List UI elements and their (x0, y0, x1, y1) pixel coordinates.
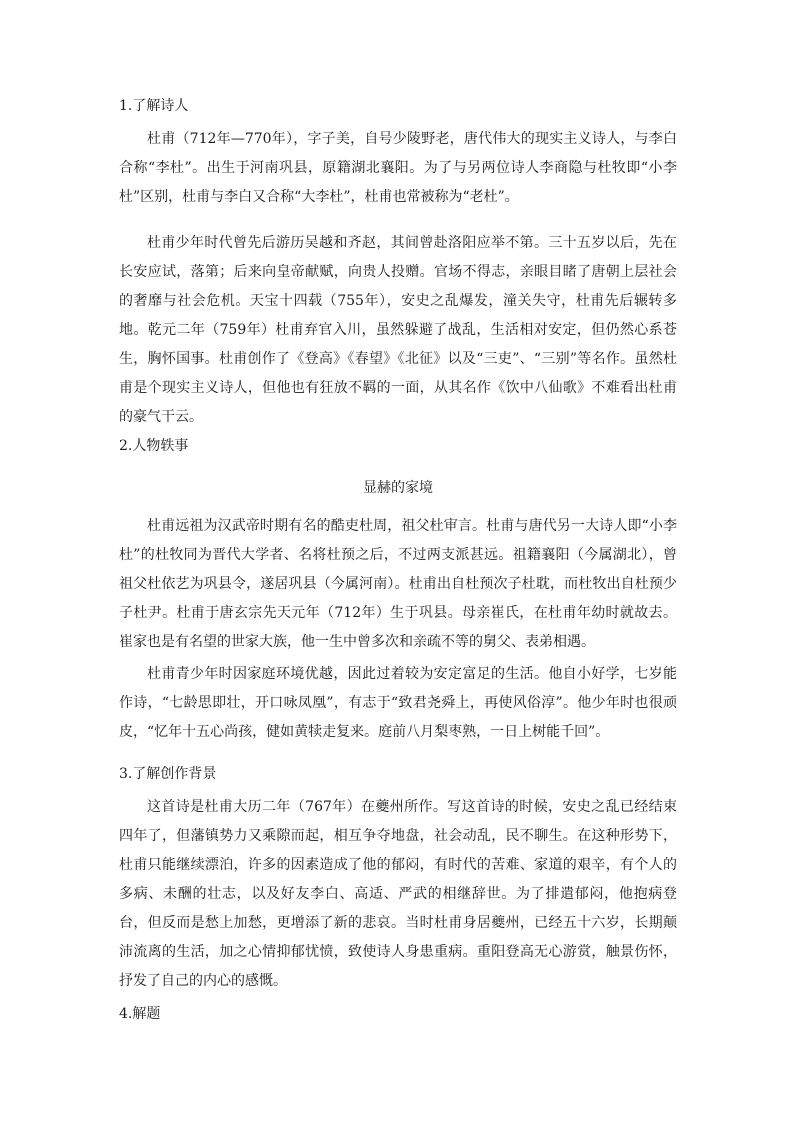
section-heading-4: 4.解题 (119, 1006, 161, 1022)
section-heading-3: 3.了解创作背景 (119, 766, 217, 782)
section-heading-2: 2.人物轶事 (119, 438, 189, 454)
paragraph-poet-life: 杜甫少年时代曾先后游历吴越和齐赵，其间曾赴洛阳应举不第。三十五岁以后，先在长安应试，落第；后来向皇帝献赋，向贵人投赠。官场不得志，亲眼目睹了唐朝上层社会的奢靡与社会危机。天宝十四载（755年），安史之乱爆发，潼关失守，杜甫先后辗转多地。乾元二年（759年）杜甫弃官入川，虽然躲避了战乱，生活相对安定，但仍然心系苍生，胸怀国事。杜甫创作了《登高》《春望》《北征》以及“三吏”、“三别”等名作。虽然杜甫是个现实主义诗人，但他也有狂放不羁的一面，从其名作《饮中八仙歌》不难看出杜甫的豪气干云。 (119, 235, 677, 425)
paragraph-poet-intro: 杜甫（712年—770年），字子美，自号少陵野老，唐代伟大的现实主义诗人，与李白合称“李杜”。出生于河南巩县，原籍湖北襄阳。为了与另两位诗人李商隐与杜牧即“小李杜”区别，杜甫与李白又合称“大李杜”，杜甫也常被称为“老杜”。 (119, 131, 677, 205)
section-heading-1: 1.了解诗人 (119, 98, 189, 114)
paragraph-family-background: 杜甫远祖为汉武帝时期有名的酷吏杜周，祖父杜审言。杜甫与唐代另一大诗人即“小李杜”的杜牧同为晋代大学者、名将杜预之后，不过两支派甚远。祖籍襄阳（今属湖北），曾祖父杜依艺为巩县令，遂居巩县（今属河南）。杜甫出自杜预次子杜耽，而杜牧出自杜预少子杜尹。杜甫于唐玄宗先天元年（712年）生于巩县。母亲崔氏，在杜甫年幼时就故去。崔家也是有名望的世家大族，他一生中曾多次和亲疏不等的舅父、表弟相遇。 (119, 518, 677, 650)
paragraph-youth: 杜甫青少年时因家庭环境优越，因此过着较为安定富足的生活。他自小好学，七岁能作诗，“七龄思即壮，开口咏凤凰”，有志于“致君尧舜上，再使风俗淳”。他少年时也很顽皮，“忆年十五心尚孩，健如黄犊走复来。庭前八月梨枣熟，一日上树能千回”。 (119, 666, 677, 740)
subsection-title: 显赫的家境 (363, 480, 433, 496)
paragraph-creation-background: 这首诗是杜甫大历二年（767年）在夔州所作。写这首诗的时候，安史之乱已经结束四年了，但藩镇势力又乘隙而起，相互争夺地盘，社会动乱，民不聊生。在这种形势下，杜甫只能继续漂泊，许多的因素造成了他的郁闷，有时代的苦难、家道的艰辛，有个人的多病、未酬的壮志，以及好友李白、高适、严武的相继辞世。为了排遣郁闷，他抱病登台，但反而是愁上加愁，更增添了新的悲哀。当时杜甫身居夔州，已经五十六岁，长期颠沛流离的生活，加之心情抑郁忧愤，致使诗人身患重病。重阳登高无心游赏，触景伤怀，抒发了自己的内心的感慨。 (119, 799, 677, 989)
